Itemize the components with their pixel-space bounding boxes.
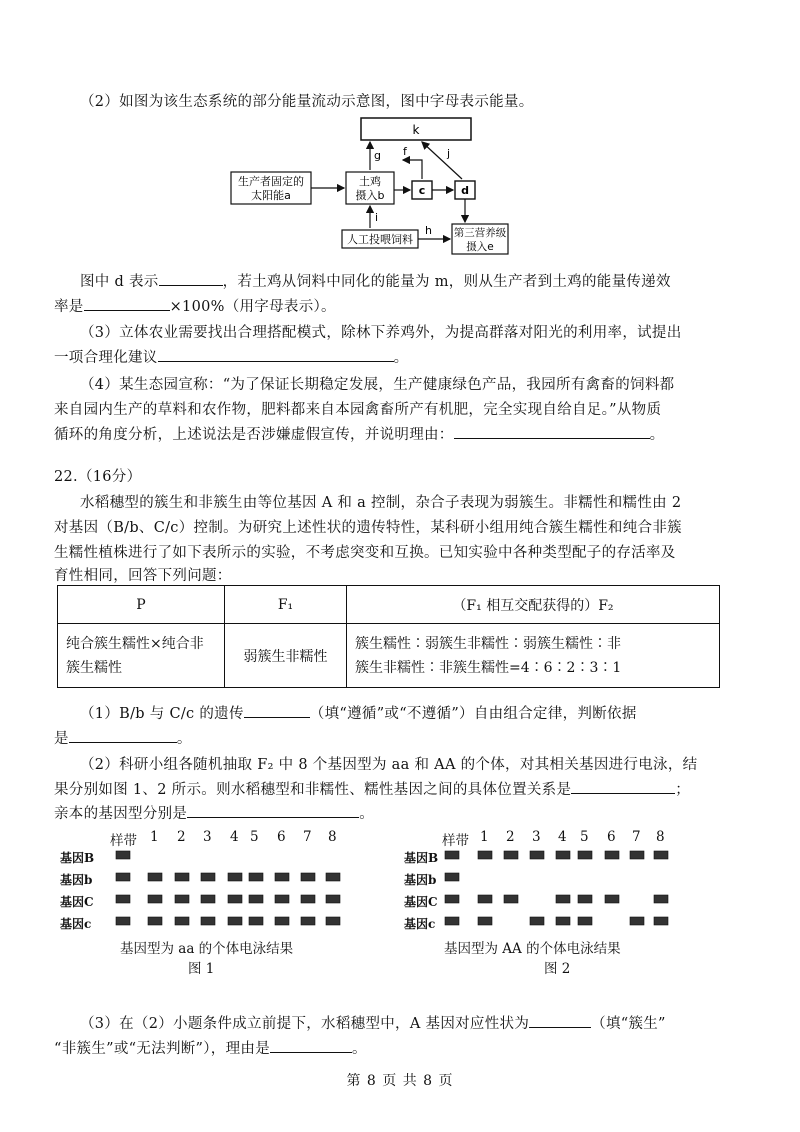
gel1-band: [301, 873, 315, 881]
gel2-bands: [404, 825, 704, 940]
gel2-band: [530, 851, 544, 859]
svg-text:g: g: [374, 149, 381, 162]
gel1-band: [116, 917, 130, 925]
gel2-band: [556, 895, 570, 903]
gel1-band: [249, 917, 263, 925]
q22-s2-line2: 果分别如图 1、2 所示。则水稻穗型和非糯性、糯性基因之间的具体位置关系是 ；: [54, 778, 690, 799]
gel1-lane-8: 8: [328, 829, 337, 845]
gel2-lane-4: 4: [558, 829, 567, 845]
th-f1: F₁: [225, 586, 347, 624]
gel1-lane-2: 2: [177, 829, 186, 845]
gel2-band: [605, 851, 619, 859]
gel2-band: [504, 895, 518, 903]
gel1-band: [116, 851, 130, 859]
svg-text:j: j: [447, 147, 451, 160]
q4-line2: 来自园内生产的草料和农作物，肥料都来自本园禽畜所产有机肥，完全实现自给自足。”从物质: [54, 402, 662, 418]
svg-text:f: f: [403, 145, 407, 158]
th-p: P: [58, 586, 225, 624]
gel1-band: [175, 917, 189, 925]
gel1-band: [275, 895, 289, 903]
gel1-band: [148, 895, 162, 903]
gel1-band: [116, 873, 130, 881]
gel1-band: [275, 917, 289, 925]
th-f2: （F₁ 相互交配获得的）F₂: [347, 586, 720, 624]
gel1-fig-label: 图 1: [188, 961, 215, 977]
svg-text:生产者固定的: 生产者固定的: [238, 175, 304, 188]
gel1-band: [326, 895, 340, 903]
q22-p4: 育性相同，回答下列问题：: [54, 568, 232, 584]
gel1-band: [228, 895, 242, 903]
gel2-band: [445, 873, 459, 881]
q22-header: 22.（16分）: [54, 469, 142, 485]
gel1-row-c: 基因c: [60, 917, 92, 931]
td-p: 纯合簇生糯性×纯合非 簇生糯性: [58, 624, 225, 688]
gel2-lane-8: 8: [656, 829, 665, 845]
gel1-band: [326, 873, 340, 881]
q3-line2: 一项合理化建议 。: [54, 346, 408, 367]
svg-text:h: h: [425, 224, 432, 237]
answer-blank-efficiency[interactable]: [84, 296, 170, 311]
q22-s1-line1: （1）B/b 与 C/c 的遗传 （填“遵循”或“不遵循”）自由组合定律，判断依据: [80, 702, 637, 723]
gel2-lane-6: 6: [607, 829, 616, 845]
answer-blank-d[interactable]: [159, 271, 223, 286]
svg-text:d: d: [461, 184, 469, 197]
k-label: k: [412, 123, 420, 137]
q2-line1: 图中 d 表示 ，若土鸡从饲料中同化的能量为 m，则从生产者到土鸡的能量传递效: [80, 270, 671, 291]
answer-blank-parents[interactable]: [187, 803, 359, 818]
gel2-caption: 基因型为 AA 的个体电泳结果: [444, 941, 621, 957]
answer-blank-reason[interactable]: [454, 424, 650, 439]
gel2-fig-label: 图 2: [544, 961, 571, 977]
gel1-band: [201, 873, 215, 881]
gel1-row-B: 基因B: [60, 851, 95, 865]
gel1-band: [228, 917, 242, 925]
gel2-band: [630, 917, 644, 925]
gel1-band: [249, 895, 263, 903]
gel2-band: [445, 851, 459, 859]
svg-text:人工投喂饲料: 人工投喂饲料: [347, 233, 413, 246]
gel2-band: [445, 895, 459, 903]
gel2-band: [630, 851, 644, 859]
gel2-row-C: 基因C: [404, 895, 438, 909]
q22-s1-line2: 是 。: [54, 727, 192, 748]
energy-flow-diagram: [225, 112, 525, 257]
gel2-band: [654, 917, 668, 925]
gel-figure-1: [60, 825, 360, 975]
q22-s2-line3: 亲本的基因型分别是 。: [54, 802, 374, 823]
gel2-band: [578, 917, 592, 925]
gel2-band: [445, 917, 459, 925]
gel1-band: [148, 873, 162, 881]
gel1-lane-3: 3: [203, 829, 212, 845]
gel2-band: [578, 851, 592, 859]
gel2-band: [478, 917, 492, 925]
q22-p2: 对基因（B/b、C/c）控制。为研究上述性状的遗传特性，某科研小组用纯合簇生糯性和纯合非簇: [54, 520, 682, 536]
gel1-band: [201, 917, 215, 925]
q22-p3: 生糯性植株进行了如下表所示的实验，不考虑突变和互换。已知实验中各种类型配子的存活率及: [54, 545, 676, 561]
gel1-lane-7: 7: [303, 829, 312, 845]
gel1-lane-5: 5: [250, 829, 259, 845]
svg-text:摄入b: 摄入b: [355, 189, 385, 202]
gel2-row-c: 基因c: [404, 917, 436, 931]
svg-text:第三营养级: 第三营养级: [453, 227, 507, 239]
gel1-band: [301, 917, 315, 925]
gel2-band: [556, 917, 570, 925]
answer-blank-position[interactable]: [571, 779, 675, 794]
q22-s2-line1: （2）科研小组各随机抽取 F₂ 中 8 个基因型为 aa 和 AA 的个体，对其相关基因进行电泳，结: [80, 757, 698, 773]
answer-blank-rationale[interactable]: [270, 1038, 352, 1053]
gel2-row-B: 基因B: [404, 851, 439, 865]
gel1-row-C: 基因C: [60, 895, 94, 909]
gel1-lane-4: 4: [230, 829, 239, 845]
gel2-band: [605, 895, 619, 903]
gel2-band: [654, 895, 668, 903]
answer-blank-trait[interactable]: [529, 1013, 591, 1028]
gel1-band: [228, 873, 242, 881]
gel2-band: [530, 917, 544, 925]
gel1-band: [116, 895, 130, 903]
svg-text:i: i: [375, 211, 379, 224]
answer-blank-follow[interactable]: [244, 703, 310, 718]
gel1-lane-6: 6: [277, 829, 286, 845]
gel1-band: [301, 895, 315, 903]
gel1-band: [249, 873, 263, 881]
q4-line1: （4）某生态园宣称：“为了保证长期稳定发展，生产健康绿色产品，我园所有禽畜的饲料都: [80, 377, 675, 393]
svg-text:太阳能a: 太阳能a: [251, 189, 291, 202]
gel1-band: [175, 895, 189, 903]
answer-blank-basis[interactable]: [69, 728, 177, 743]
gel1-band: [175, 873, 189, 881]
q3-line1: （3）立体农业需要找出合理搭配模式，除林下养鸡外，为提高群落对阳光的利用率，试提出: [80, 325, 682, 341]
q2-line2: 率是 ×100%（用字母表示）。: [54, 295, 336, 316]
gel2-band: [578, 895, 592, 903]
q2-intro: （2）如图为该生态系统的部分能量流动示意图，图中字母表示能量。: [80, 94, 534, 110]
gel2-band: [478, 851, 492, 859]
cross-table: [57, 585, 720, 688]
gel2-lane-header: 样带: [442, 833, 469, 849]
gel1-band: [148, 917, 162, 925]
gel1-caption: 基因型为 aa 的个体电泳结果: [120, 941, 294, 957]
gel-figure-2: [404, 825, 704, 975]
svg-text:土鸡: 土鸡: [359, 175, 381, 188]
gel2-band: [654, 851, 668, 859]
q22-s3-line2: “非簇生”或“无法判断”），理由是 。: [54, 1037, 367, 1058]
answer-blank-suggestion[interactable]: [158, 347, 394, 362]
svg-text:摄入e: 摄入e: [466, 241, 494, 253]
gel2-lane-7: 7: [632, 829, 641, 845]
q4-line3: 循环的角度分析，上述说法是否涉嫌虚假宣传，并说明理由： 。: [54, 423, 664, 444]
gel2-lane-1: 1: [480, 829, 489, 845]
q22-p1: 水稻穗型的簇生和非簇生由等位基因 A 和 a 控制，杂合子表现为弱簇生。非糯性和糯性由 2: [80, 495, 682, 511]
gel2-band: [478, 895, 492, 903]
q22-s3-line1: （3）在（2）小题条件成立前提下，水稻穗型中，A 基因对应性状为 （填“簇生”: [80, 1012, 666, 1033]
gel2-row-b: 基因b: [404, 873, 437, 887]
svg-text:c: c: [418, 184, 426, 197]
gel2-lane-2: 2: [506, 829, 515, 845]
gel2-lane-3: 3: [532, 829, 541, 845]
gel2-lane-5: 5: [580, 829, 589, 845]
gel2-band: [556, 851, 570, 859]
gel2-band: [504, 851, 518, 859]
gel1-band: [326, 917, 340, 925]
gel1-band: [275, 873, 289, 881]
td-f2: 簇生糯性∶弱簇生非糯性∶弱簇生糯性∶非 簇生非糯性∶非簇生糯性=4∶6∶2∶3∶1: [347, 624, 720, 688]
gel1-bands: [60, 825, 360, 940]
gel1-row-b: 基因b: [60, 873, 93, 887]
gel1-lane-header: 样带: [110, 833, 137, 849]
td-f1: 弱簇生非糯性: [225, 624, 347, 688]
gel1-lane-1: 1: [150, 829, 159, 845]
gel1-band: [201, 895, 215, 903]
page-footer: 第 8 页 共 8 页: [346, 1073, 454, 1089]
